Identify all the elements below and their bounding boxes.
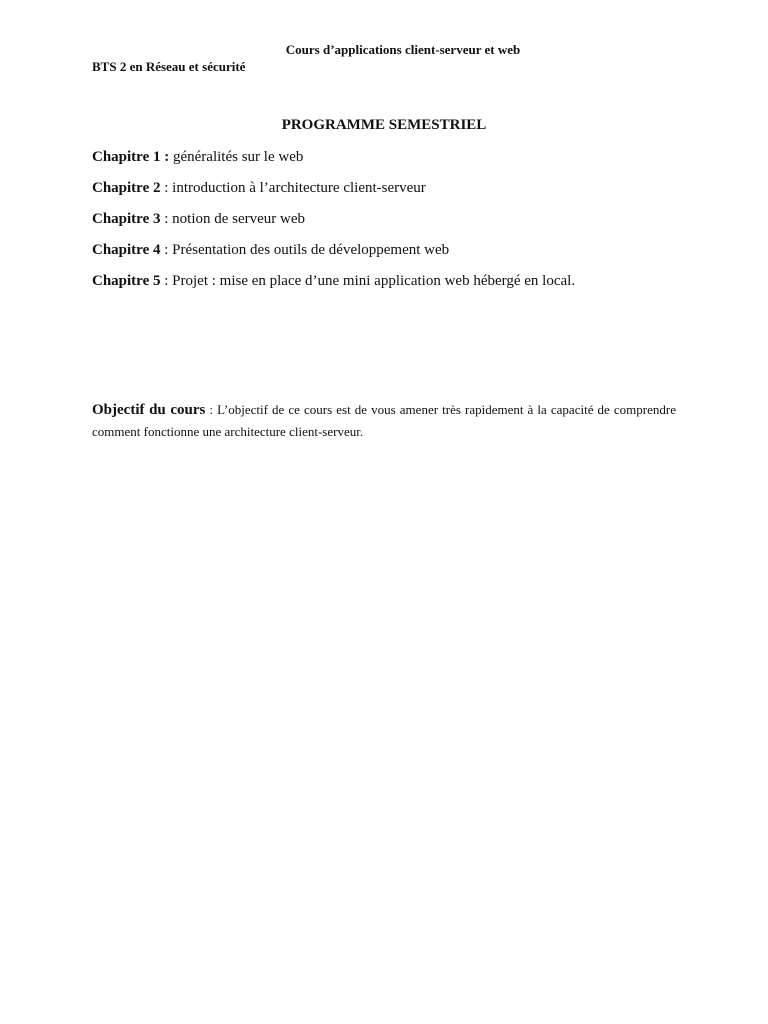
chapter-item-2 xyxy=(92,179,692,210)
chapter-item-3 xyxy=(92,210,692,241)
course-title: Cours d’applications client-serveur et web xyxy=(285,42,521,57)
course-objective xyxy=(92,399,676,442)
objective-text: : L’objectif de ce cours est de vous amener très rapidement à la capacité de comprendre comment fonctionne une architecture client-serveur. xyxy=(92,402,676,439)
chapter-list xyxy=(92,148,692,303)
class-name: BTS 2 en Réseau et sécurité xyxy=(92,59,246,74)
chapter-label: Chapitre 3 xyxy=(92,211,161,227)
chapter-item-1 xyxy=(92,148,692,179)
chapter-label: Chapitre 2 xyxy=(92,180,161,196)
chapter-text: : Présentation des outils de développement web xyxy=(160,242,450,258)
program-heading: PROGRAMME SEMESTRIEL xyxy=(281,117,487,133)
objective-label: Objectif du cours xyxy=(92,402,206,418)
chapter-text: : introduction à l’architecture client-serveur xyxy=(160,180,426,196)
chapter-text: généralités sur le web xyxy=(169,149,304,165)
chapter-text: : Projet : mise en place d’une mini application web hébergé en local. xyxy=(160,273,576,289)
chapter-item-5 xyxy=(92,272,692,303)
chapter-label: Chapitre 1 : xyxy=(92,149,170,165)
chapter-label: Chapitre 4 xyxy=(92,242,161,258)
chapter-text: : notion de serveur web xyxy=(160,211,306,227)
chapter-label: Chapitre 5 xyxy=(92,273,161,289)
chapter-item-4 xyxy=(92,241,692,272)
